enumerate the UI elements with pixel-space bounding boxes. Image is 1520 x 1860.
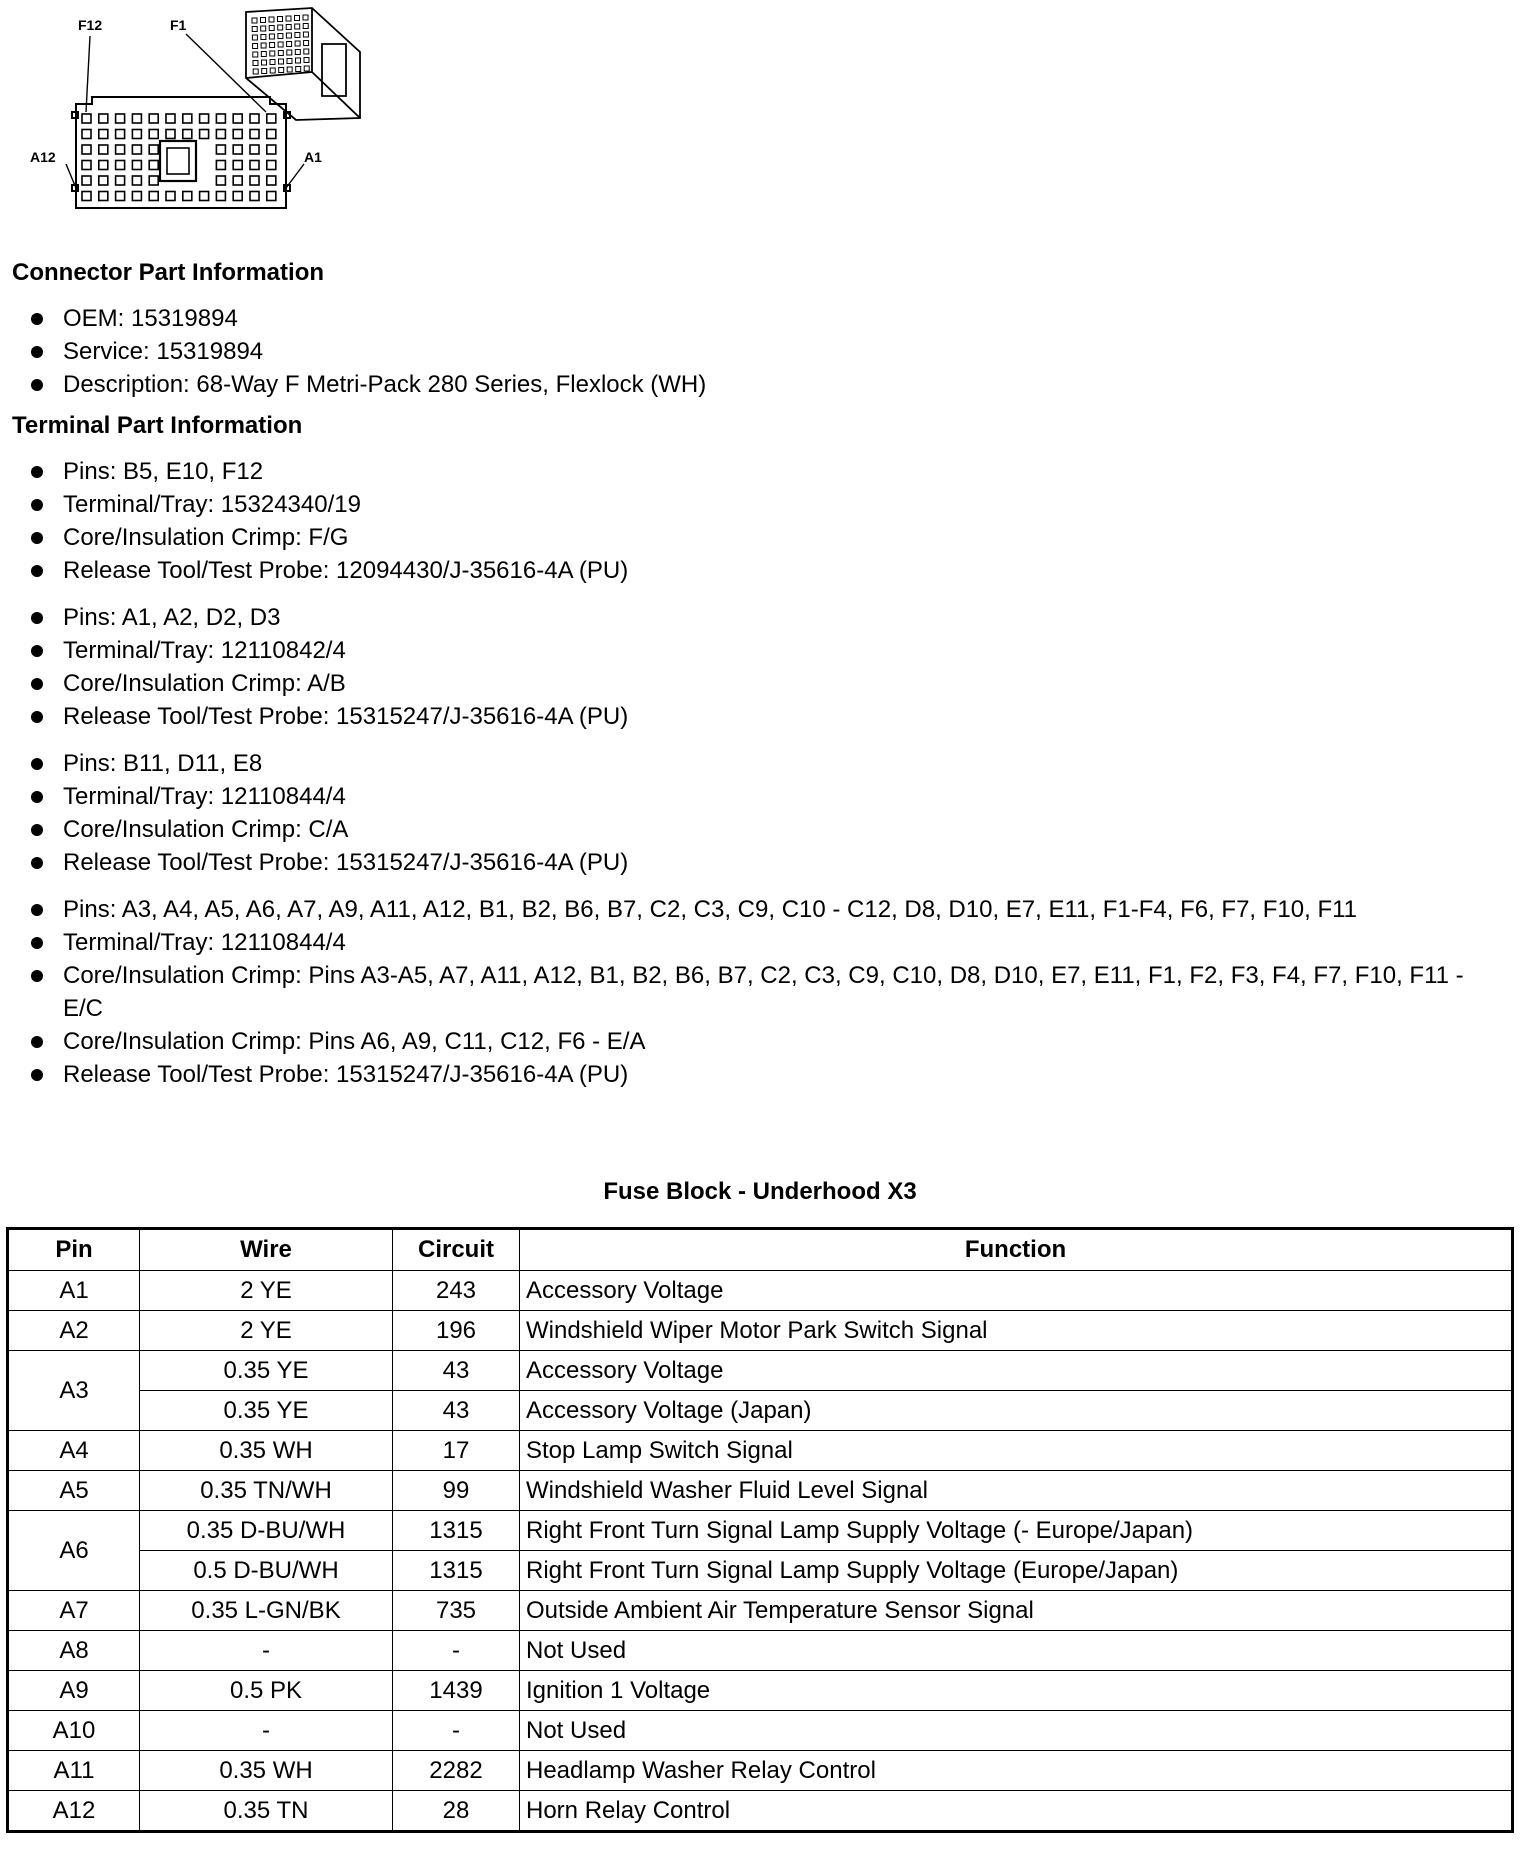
cavity-3d-icon	[278, 51, 283, 56]
pin-cavity-icon	[116, 192, 125, 201]
cavity-3d-icon	[252, 27, 257, 32]
bullet-icon	[31, 313, 43, 325]
pin-cell: A6	[8, 1511, 140, 1591]
terminal-info-item	[12, 700, 1508, 733]
table-row	[8, 1431, 1513, 1471]
list-item-text: Description: 68-Way F Metri-Pack 280 Series, Flexlock (WH)	[63, 371, 707, 398]
cavity-3d-icon	[253, 61, 258, 66]
list-item-text: Core/Insulation Crimp: Pins A6, A9, C11, C12, F6 - E/A	[63, 1028, 646, 1055]
pin-cavity-icon	[250, 114, 259, 123]
bullet-icon	[31, 1036, 43, 1048]
pin-cavity-icon	[116, 161, 125, 170]
function-cell: Windshield Washer Fluid Level Signal	[520, 1471, 1513, 1511]
pin-cavity-icon	[132, 145, 141, 154]
cavity-3d-icon	[253, 69, 258, 74]
pin-cavity-icon	[99, 161, 108, 170]
pin-cavity-icon	[132, 192, 141, 201]
cavity-3d-icon	[295, 16, 300, 21]
terminal-info-item	[12, 1058, 1508, 1091]
function-cell: Accessory Voltage	[520, 1351, 1513, 1391]
pin-cavity-icon	[250, 192, 259, 201]
pin-cell: A5	[8, 1471, 140, 1511]
circuit-cell: 2282	[393, 1751, 520, 1791]
pin-cavity-icon	[132, 176, 141, 185]
pin-cavity-icon	[267, 130, 276, 139]
cavity-3d-icon	[287, 67, 292, 72]
wire-cell: 0.35 TN	[140, 1791, 393, 1832]
cavity-3d-icon	[287, 42, 292, 47]
connector-face	[72, 97, 290, 208]
header-wire: Wire	[140, 1229, 393, 1271]
function-cell: Not Used	[520, 1711, 1513, 1751]
pinout-table	[6, 1227, 1514, 1833]
function-cell: Horn Relay Control	[520, 1791, 1513, 1832]
function-cell: Not Used	[520, 1631, 1513, 1671]
terminal-part-groups	[12, 455, 1508, 1091]
pin-cavity-icon	[166, 192, 175, 201]
table-header-row	[8, 1229, 1513, 1271]
pin-cavity-icon	[200, 192, 209, 201]
bullet-icon	[31, 904, 43, 916]
list-item-text: OEM: 15319894	[63, 305, 238, 332]
bullet-icon	[31, 758, 43, 770]
list-item-text: Terminal/Tray: 12110844/4	[63, 929, 346, 956]
cavity-3d-icon	[295, 24, 300, 29]
terminal-info-item	[12, 554, 1508, 587]
table-row	[8, 1271, 1513, 1311]
pin-cavity-icon	[250, 161, 259, 170]
pin-cavity-icon	[216, 192, 225, 201]
pin-cavity-icon	[149, 114, 158, 123]
table-row	[8, 1551, 1513, 1591]
cavity-3d-icon	[261, 35, 266, 40]
pin-cell: A3	[8, 1351, 140, 1431]
terminal-info-item	[12, 780, 1508, 813]
list-item-text: Pins: B5, E10, F12	[63, 458, 264, 485]
pin-cavity-icon	[233, 145, 242, 154]
pin-cavity-icon	[99, 114, 108, 123]
cavity-3d-icon	[295, 33, 300, 38]
cavity-3d-icon	[287, 50, 292, 55]
pin-leader-lines	[66, 34, 304, 188]
terminal-info-item	[12, 521, 1508, 554]
table-row	[8, 1751, 1513, 1791]
pin-cavity-icon	[233, 114, 242, 123]
wire-cell: 0.35 YE	[140, 1351, 393, 1391]
pin-cavity-icon	[216, 161, 225, 170]
header-pin: Pin	[8, 1229, 140, 1271]
cavity-3d-icon	[269, 26, 274, 31]
pin-cavity-icon	[149, 176, 158, 185]
terminal-info-item	[12, 893, 1508, 926]
pin-cavity-icon	[233, 130, 242, 139]
pin-cell: A7	[8, 1591, 140, 1631]
cavity-3d-icon	[253, 52, 258, 57]
pin-cavity-icon	[82, 161, 91, 170]
list-item-text: Terminal/Tray: 12110844/4	[63, 783, 346, 810]
cavity-3d-icon	[304, 58, 309, 63]
pin-cavity-icon	[267, 161, 276, 170]
terminal-info-item	[12, 667, 1508, 700]
cavity-3d-icon	[270, 51, 275, 56]
pin-cavity-icon	[200, 130, 209, 139]
cavity-3d-icon	[279, 59, 284, 64]
pin-cavity-icon	[233, 161, 242, 170]
table-row	[8, 1631, 1513, 1671]
pin-cell: A11	[8, 1751, 140, 1791]
circuit-cell: 28	[393, 1791, 520, 1832]
table-row	[8, 1391, 1513, 1431]
circuit-cell: 1315	[393, 1551, 520, 1591]
bullet-icon	[31, 499, 43, 511]
cavity-3d-icon	[303, 32, 308, 37]
connector-info-item	[12, 302, 1508, 335]
list-item-text: Core/Insulation Crimp: Pins A3-A5, A7, A11, A12, B1, B2, B6, B7, C2, C3, C9, C10, D8, D10, E7, E11, F1, F2, F3, F4, F7, F10, F11 - E/C	[63, 962, 1464, 1022]
wire-cell: 0.35 D-BU/WH	[140, 1511, 393, 1551]
pin-cavity-icon	[267, 176, 276, 185]
wire-cell: 0.35 WH	[140, 1431, 393, 1471]
pin-cavity-icon	[233, 176, 242, 185]
bullet-icon	[31, 532, 43, 544]
function-cell: Accessory Voltage	[520, 1271, 1513, 1311]
wire-cell: 0.35 TN/WH	[140, 1471, 393, 1511]
label-a12: A12	[30, 149, 56, 165]
bullet-icon	[31, 970, 43, 982]
cavity-3d-icon	[304, 41, 309, 46]
list-item-text: Release Tool/Test Probe: 15315247/J-35616-4A (PU)	[63, 1061, 629, 1088]
pin-cavity-icon	[82, 114, 91, 123]
circuit-cell: 1315	[393, 1511, 520, 1551]
function-cell: Headlamp Washer Relay Control	[520, 1751, 1513, 1791]
cavity-3d-icon	[286, 16, 291, 21]
label-a1: A1	[304, 149, 322, 165]
cavity-3d-icon	[252, 35, 257, 40]
bullet-icon	[31, 466, 43, 478]
pin-cavity-icon	[250, 130, 259, 139]
terminal-part-heading: Terminal Part Information	[12, 412, 303, 439]
cavity-3d-icon	[261, 43, 266, 48]
pin-cavity-icon	[250, 176, 259, 185]
cavity-3d-icon	[286, 25, 291, 30]
table-row	[8, 1311, 1513, 1351]
label-f1: F1	[170, 17, 187, 33]
table-row	[8, 1351, 1513, 1391]
cavity-3d-icon	[304, 66, 309, 71]
label-f12: F12	[78, 17, 103, 33]
wire-cell: 2 YE	[140, 1311, 393, 1351]
pin-cavity-icon	[183, 130, 192, 139]
cavity-3d-icon	[261, 52, 266, 57]
table-row	[8, 1791, 1513, 1832]
cavity-3d-icon	[262, 69, 267, 74]
cavity-3d-icon	[287, 59, 292, 64]
cavity-3d-icon	[270, 43, 275, 48]
circuit-cell: 43	[393, 1391, 520, 1431]
function-cell: Stop Lamp Switch Signal	[520, 1431, 1513, 1471]
cavity-3d-icon	[261, 26, 266, 31]
table-body	[8, 1271, 1513, 1832]
pin-cavity-icon	[82, 145, 91, 154]
pin-cavity-icon	[132, 161, 141, 170]
cavity-3d-icon	[295, 41, 300, 46]
wire-cell: -	[140, 1631, 393, 1671]
circuit-cell: 1439	[393, 1671, 520, 1711]
pin-cavity-icon	[149, 130, 158, 139]
bullet-icon	[31, 857, 43, 869]
terminal-group	[12, 601, 1508, 733]
cavity-3d-icon	[278, 17, 283, 22]
circuit-cell: 243	[393, 1271, 520, 1311]
bullet-icon	[31, 791, 43, 803]
cavity-3d-icon	[278, 34, 283, 39]
function-cell: Right Front Turn Signal Lamp Supply Voltage (Europe/Japan)	[520, 1551, 1513, 1591]
terminal-group	[12, 747, 1508, 879]
pin-cavity-icon	[216, 145, 225, 154]
list-item-text: Terminal/Tray: 15324340/19	[63, 491, 361, 518]
pin-cell: A2	[8, 1311, 140, 1351]
cavity-3d-icon	[269, 17, 274, 22]
pin-cavity-icon	[267, 192, 276, 201]
pin-cavity-icon	[200, 114, 209, 123]
wire-cell: -	[140, 1711, 393, 1751]
connector-info-item	[12, 368, 1508, 401]
cavity-3d-icon	[278, 25, 283, 30]
bullet-icon	[31, 678, 43, 690]
pin-cavity-icon	[116, 130, 125, 139]
table-row	[8, 1511, 1513, 1551]
pin-cavity-icon	[116, 145, 125, 154]
function-cell: Right Front Turn Signal Lamp Supply Voltage (- Europe/Japan)	[520, 1511, 1513, 1551]
cavity-3d-icon	[279, 68, 284, 73]
pin-cavity-icon	[216, 130, 225, 139]
cavity-3d-icon	[269, 34, 274, 39]
pin-cavity-icon	[149, 192, 158, 201]
cavity-3d-icon	[303, 24, 308, 29]
terminal-info-item	[12, 1025, 1508, 1058]
pin-cavity-icon	[82, 176, 91, 185]
cavity-3d-icon	[262, 60, 267, 65]
pin-cavity-icon	[99, 145, 108, 154]
function-cell: Ignition 1 Voltage	[520, 1671, 1513, 1711]
cavity-3d-icon	[261, 18, 266, 23]
wire-cell: 0.5 D-BU/WH	[140, 1551, 393, 1591]
table-title: Fuse Block - Underhood X3	[603, 1178, 917, 1205]
circuit-cell: -	[393, 1631, 520, 1671]
terminal-group	[12, 455, 1508, 587]
list-item-text: Release Tool/Test Probe: 15315247/J-35616-4A (PU)	[63, 849, 629, 876]
list-item-text: Core/Insulation Crimp: F/G	[63, 524, 349, 551]
terminal-info-item	[12, 959, 1508, 1025]
pin-cell: A10	[8, 1711, 140, 1751]
cavity-3d-icon	[304, 49, 309, 54]
pin-cavity-icon	[250, 145, 259, 154]
table-row	[8, 1711, 1513, 1751]
wire-cell: 0.5 PK	[140, 1671, 393, 1711]
pin-cavity-icon	[99, 176, 108, 185]
connector-part-list	[12, 302, 1508, 401]
connector-3d-view	[246, 8, 360, 120]
pin-cavity-icon	[149, 161, 158, 170]
pin-cavity-icon	[132, 114, 141, 123]
wire-cell: 0.35 L-GN/BK	[140, 1591, 393, 1631]
pin-cavity-icon	[166, 114, 175, 123]
pin-cavity-icon	[183, 192, 192, 201]
cavity-3d-icon	[296, 67, 301, 72]
terminal-info-item	[12, 601, 1508, 634]
connector-diagram	[0, 0, 380, 220]
bullet-icon	[31, 379, 43, 391]
bullet-icon	[31, 711, 43, 723]
wire-cell: 0.35 WH	[140, 1751, 393, 1791]
circuit-cell: 17	[393, 1431, 520, 1471]
pin-cell: A1	[8, 1271, 140, 1311]
connector-info-item	[12, 335, 1508, 368]
list-item-text: Service: 15319894	[63, 338, 264, 365]
terminal-info-item	[12, 813, 1508, 846]
pin-cell: A4	[8, 1431, 140, 1471]
list-item-text: Release Tool/Test Probe: 12094430/J-35616-4A (PU)	[63, 557, 629, 584]
bullet-icon	[31, 645, 43, 657]
bullet-icon	[31, 1069, 43, 1081]
pin-cavity-icon	[149, 145, 158, 154]
function-cell: Accessory Voltage (Japan)	[520, 1391, 1513, 1431]
pin-cavity-icon	[166, 130, 175, 139]
terminal-info-item	[12, 926, 1508, 959]
header-function: Function	[520, 1229, 1513, 1271]
function-cell: Outside Ambient Air Temperature Sensor Signal	[520, 1591, 1513, 1631]
pin-cavity-icon	[82, 192, 91, 201]
pin-cavity-icon	[82, 130, 91, 139]
table-row	[8, 1671, 1513, 1711]
bullet-icon	[31, 346, 43, 358]
header-circuit: Circuit	[393, 1229, 520, 1271]
cavity-3d-icon	[296, 58, 301, 63]
terminal-group	[12, 893, 1508, 1091]
circuit-cell: 99	[393, 1471, 520, 1511]
pin-cavity-icon	[99, 192, 108, 201]
circuit-cell: 735	[393, 1591, 520, 1631]
list-item-text: Core/Insulation Crimp: C/A	[63, 816, 349, 843]
terminal-info-item	[12, 846, 1508, 879]
list-item-text: Core/Insulation Crimp: A/B	[63, 670, 346, 697]
function-cell: Windshield Wiper Motor Park Switch Signal	[520, 1311, 1513, 1351]
pin-cell: A12	[8, 1791, 140, 1832]
cavity-3d-icon	[270, 68, 275, 73]
pin-cavity-icon	[267, 145, 276, 154]
pin-cavity-icon	[267, 114, 276, 123]
pin-cavity-icon	[99, 130, 108, 139]
pin-cavity-icon	[132, 130, 141, 139]
connector-part-heading: Connector Part Information	[12, 259, 325, 286]
terminal-info-item	[12, 488, 1508, 521]
list-item-text: Pins: A3, A4, A5, A6, A7, A9, A11, A12, B1, B2, B6, B7, C2, C3, C9, C10 - C12, D8, D10, E7, E11, F1-F4, F6, F7, F10, F11	[63, 896, 1358, 923]
bullet-icon	[31, 612, 43, 624]
cavity-3d-icon	[295, 50, 300, 55]
table-row	[8, 1591, 1513, 1631]
terminal-info-item	[12, 747, 1508, 780]
cavity-3d-icon	[286, 33, 291, 38]
pin-cavity-icon	[216, 176, 225, 185]
cavity-3d-icon	[252, 18, 257, 23]
pin-cell: A9	[8, 1671, 140, 1711]
list-item-text: Terminal/Tray: 12110842/4	[63, 637, 346, 664]
list-item-text: Release Tool/Test Probe: 15315247/J-35616-4A (PU)	[63, 703, 629, 730]
circuit-cell: -	[393, 1711, 520, 1751]
wire-cell: 0.35 YE	[140, 1391, 393, 1431]
pin-cavity-icon	[216, 114, 225, 123]
pin-cavity-icon	[183, 114, 192, 123]
pin-cavity-icon	[233, 192, 242, 201]
bullet-icon	[31, 565, 43, 577]
wire-cell: 2 YE	[140, 1271, 393, 1311]
circuit-cell: 43	[393, 1351, 520, 1391]
bullet-icon	[31, 824, 43, 836]
bullet-icon	[31, 937, 43, 949]
pin-cell: A8	[8, 1631, 140, 1671]
part-information	[12, 258, 1508, 1091]
list-item-text: Pins: B11, D11, E8	[63, 750, 263, 777]
list-item-text: Pins: A1, A2, D2, D3	[63, 604, 281, 631]
terminal-info-item	[12, 455, 1508, 488]
cavity-3d-icon	[253, 44, 258, 49]
table-row	[8, 1471, 1513, 1511]
cavity-3d-icon	[278, 42, 283, 47]
pin-cavity-icon	[116, 114, 125, 123]
cavity-3d-icon	[270, 60, 275, 65]
terminal-info-item	[12, 634, 1508, 667]
cavity-3d-icon	[303, 15, 308, 20]
circuit-cell: 196	[393, 1311, 520, 1351]
pin-cavity-icon	[116, 176, 125, 185]
